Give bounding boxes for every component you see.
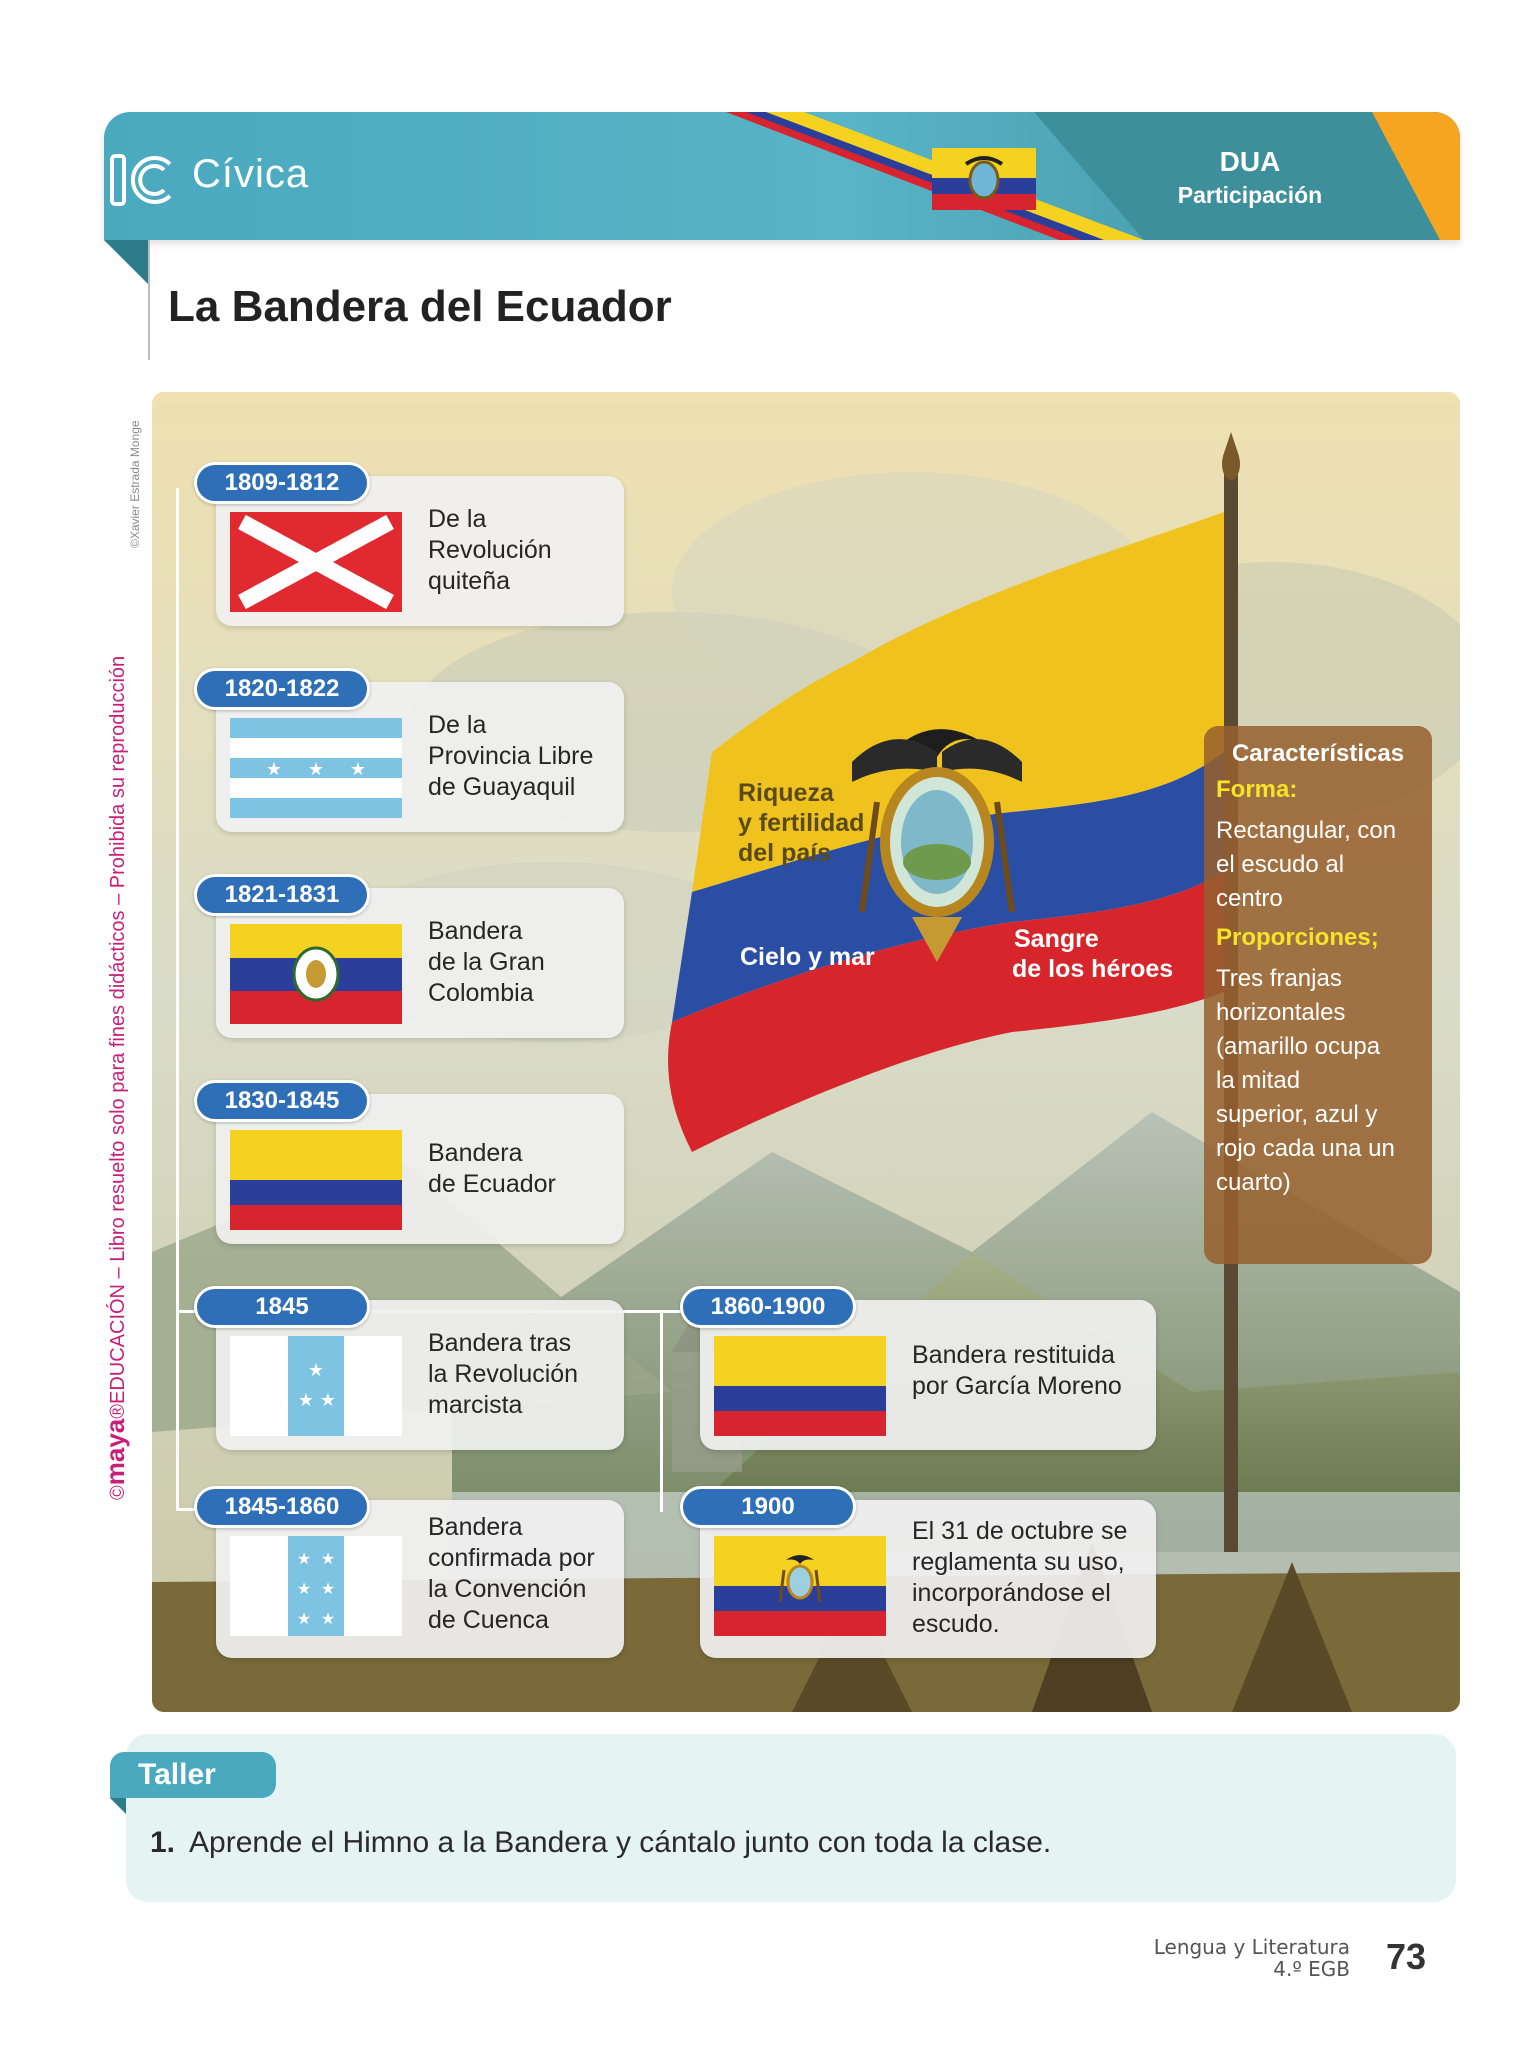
timeline-desc: Bandera tras la Revolución marcista [428,1329,579,1419]
characteristics-box [1204,726,1432,1264]
timeline-line-left [176,488,179,1508]
label-yellow-meaning: Riqueza y fertilidad del país [738,779,865,867]
svg-text:★: ★ [319,1390,337,1411]
svg-text:★: ★ [265,759,283,780]
year-badge-1860: 1860-1900 [680,1286,856,1328]
task-item [150,1826,1051,1860]
flag-gran-colombia [230,924,402,1024]
subject-mark-icon [108,150,178,210]
page-title: La Bandera del Ecuador [168,282,672,331]
svg-text:★: ★ [296,1609,312,1628]
year-badge-1821: 1821-1831 [194,874,370,916]
svg-text:★: ★ [296,1579,312,1598]
copyright-prefix: © [107,1485,129,1500]
timeline-desc: Bandera de Ecuador [428,1139,556,1198]
forma-text: Rectangular, con el escudo al centro [1216,817,1397,912]
flag-convencion-cuenca [230,1536,402,1636]
year-badge-1900: 1900 [680,1486,856,1528]
svg-text:★: ★ [296,1549,312,1568]
proporciones-label: Proporciones; [1216,924,1379,951]
banner-fold [104,240,150,286]
label-red-meaning: Sangre de los héroes [1012,925,1174,983]
forma-label: Forma: [1216,776,1298,803]
svg-text:★: ★ [320,1549,336,1568]
title-rule [148,240,150,360]
task-number: 1. [150,1826,176,1859]
timeline-desc: De la Provincia Libre de Guayaquil [428,711,594,801]
timeline-desc: De la Revolución quiteña [428,505,552,595]
year-badge-1830: 1830-1845 [194,1080,370,1122]
label-blue-meaning: Cielo y mar [740,943,875,971]
flag-garcia-moreno [714,1336,886,1436]
svg-text:★: ★ [320,1609,336,1628]
dua-subtitle: Participación [1177,182,1323,208]
timeline-desc: Bandera de la Gran Colombia [428,917,545,1007]
taller-label: Taller [110,1752,276,1798]
task-text: Aprende el Himno a la Bandera y cántalo junto con toda la clase. [189,1826,1052,1859]
dua-title: DUA [1219,146,1281,177]
timeline-desc: Bandera restituida por García Moreno [912,1341,1122,1400]
taller-fold [110,1798,126,1814]
svg-text:★: ★ [320,1579,336,1598]
flag-ecuador-1900 [714,1536,886,1636]
brand-logo-text: maya [100,1418,130,1486]
svg-text:★: ★ [297,1390,315,1411]
subject-name: Cívica [192,152,310,196]
flag-ecuador-1830 [230,1130,402,1230]
page-number: 73 [1386,1936,1427,1977]
footer-book-title: Lengua y Literatura [1153,1935,1350,1959]
flag-revolucion-marcista [230,1336,402,1436]
year-badge-1845-1860: 1845-1860 [194,1486,370,1528]
svg-text:★: ★ [307,759,325,780]
timeline-desc: Bandera confirmada por la Convención de Cuenca [428,1513,595,1634]
svg-text:★: ★ [307,1360,325,1381]
characteristics-title: Características [1231,740,1405,767]
timeline-desc: El 31 de octubre se reglamenta su uso, incorporándose el escudo. [912,1517,1128,1638]
proporciones-text: Tres franjas horizontales (amarillo ocupa la mitad superior, azul y rojo cada una un cuarto) [1216,965,1395,1196]
photo-credit: ©Xavier Estrada Monge [128,420,142,548]
year-badge-1820: 1820-1822 [194,668,370,710]
svg-text:★: ★ [349,759,367,780]
year-badge-1809: 1809-1812 [194,462,370,504]
footer-grade: 4.º EGB [1273,1957,1350,1981]
copyright-text: ®EDUCACIÓN – Libro resuelto solo para fines didácticos – Prohibida su reproducción [107,655,129,1419]
timeline-line-right [660,1310,663,1512]
flag-revolucion-quitena [230,512,402,612]
year-badge-1845: 1845 [194,1286,370,1328]
taller-box [126,1734,1456,1902]
flag-provincia-guayaquil [230,718,402,818]
copyright-notice [100,656,131,1500]
